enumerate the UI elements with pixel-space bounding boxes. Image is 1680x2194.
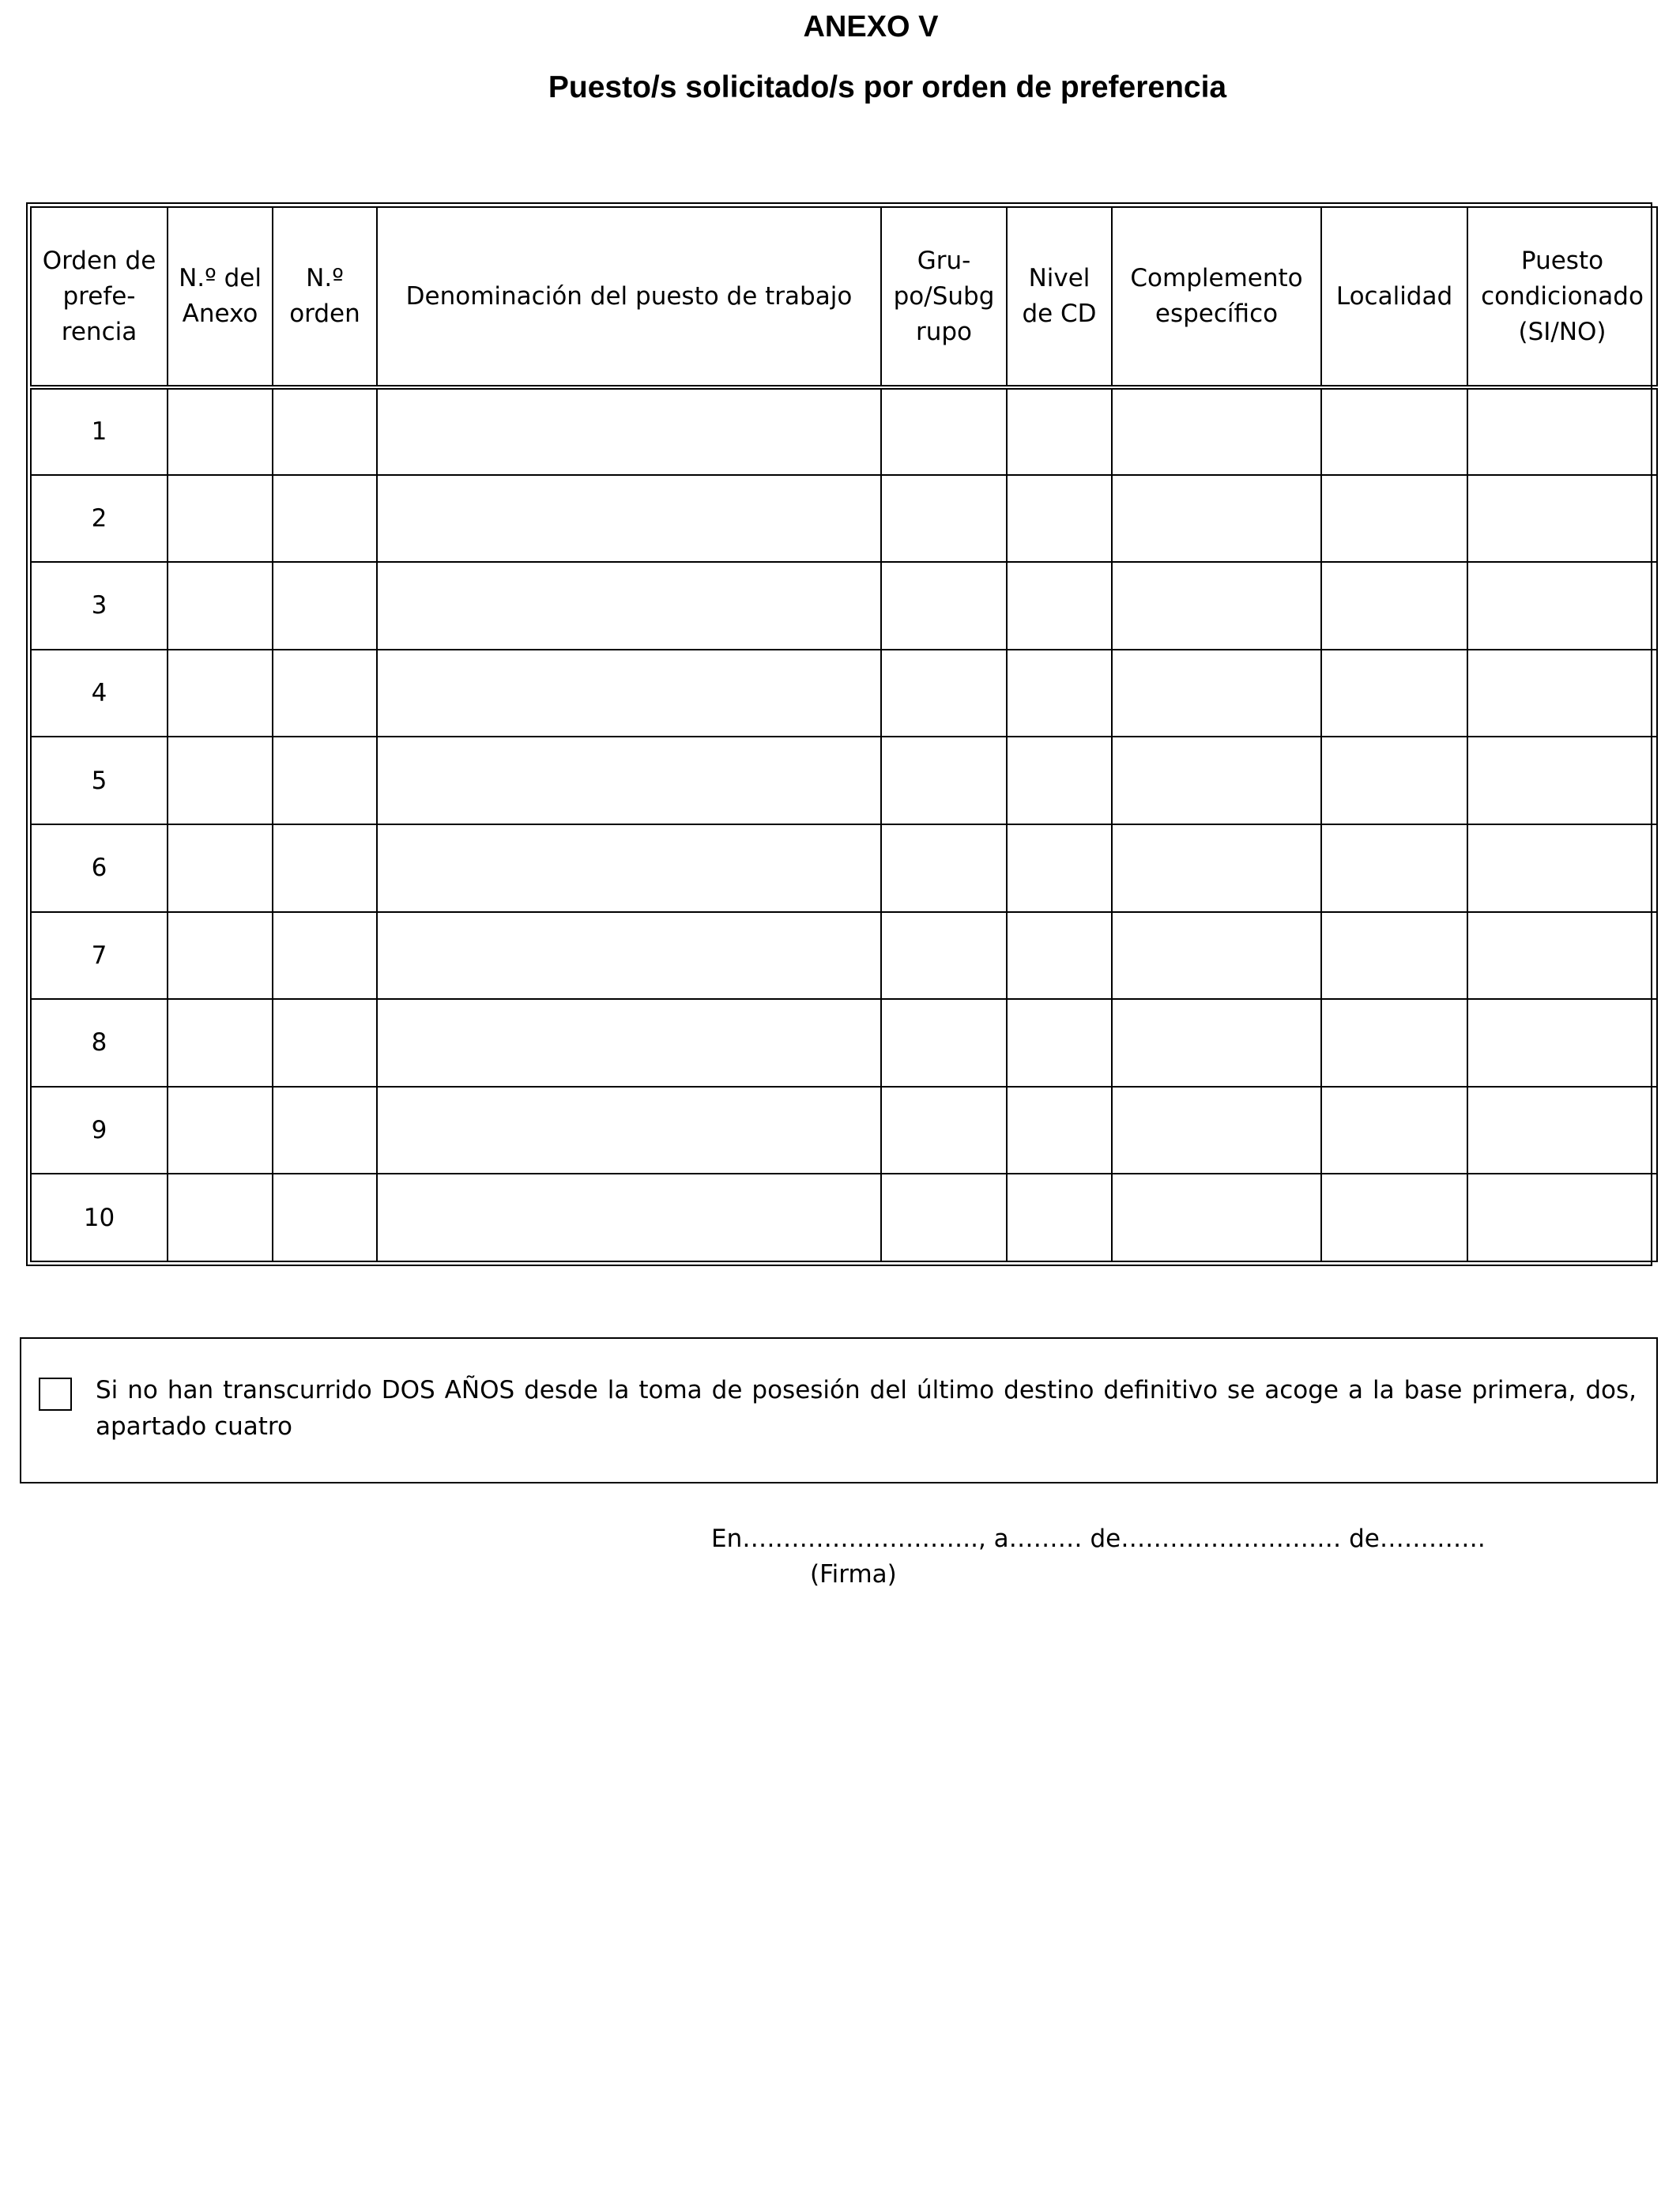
cell-numero-orden[interactable] <box>273 387 377 475</box>
header-puesto-condicionado: Puesto condicionado (SI/NO) <box>1467 207 1657 387</box>
cell-condicionado[interactable] <box>1467 999 1657 1087</box>
cell-complemento[interactable] <box>1112 562 1321 650</box>
table-header-row <box>31 207 1657 387</box>
cell-anexo[interactable] <box>168 387 273 475</box>
cell-condicionado[interactable] <box>1467 475 1657 563</box>
header-orden-preferencia: Orden de prefe- rencia <box>31 207 168 387</box>
cell-complemento[interactable] <box>1112 1087 1321 1174</box>
document-subtitle: Puesto/s solicitado/s por orden de preferencia <box>548 70 1227 104</box>
header-numero-anexo: N.º del Anexo <box>168 207 273 387</box>
preferences-table-frame <box>26 202 1652 1266</box>
cell-condicionado[interactable] <box>1467 824 1657 912</box>
cell-nivel-cd[interactable] <box>1007 475 1112 563</box>
header-localidad: Localidad <box>1321 207 1467 387</box>
table-row <box>31 1174 1657 1261</box>
header-numero-orden: N.º orden <box>273 207 377 387</box>
cell-complemento[interactable] <box>1112 387 1321 475</box>
cell-condicionado[interactable] <box>1467 1174 1657 1261</box>
cell-localidad[interactable] <box>1321 824 1467 912</box>
cell-nivel-cd[interactable] <box>1007 737 1112 824</box>
notice-box <box>20 1337 1658 1483</box>
cell-orden: 8 <box>31 999 168 1087</box>
cell-denominacion[interactable] <box>377 999 881 1087</box>
cell-localidad[interactable] <box>1321 1087 1467 1174</box>
cell-nivel-cd[interactable] <box>1007 1174 1112 1261</box>
cell-grupo[interactable] <box>881 737 1007 824</box>
cell-anexo[interactable] <box>168 1174 273 1261</box>
table-row <box>31 1087 1657 1174</box>
cell-denominacion[interactable] <box>377 387 881 475</box>
cell-complemento[interactable] <box>1112 1174 1321 1261</box>
cell-nivel-cd[interactable] <box>1007 999 1112 1087</box>
cell-complemento[interactable] <box>1112 912 1321 1000</box>
table-row <box>31 824 1657 912</box>
table-row <box>31 387 1657 475</box>
cell-orden: 10 <box>31 1174 168 1261</box>
cell-numero-orden[interactable] <box>273 1087 377 1174</box>
cell-grupo[interactable] <box>881 387 1007 475</box>
cell-numero-orden[interactable] <box>273 999 377 1087</box>
cell-localidad[interactable] <box>1321 387 1467 475</box>
cell-denominacion[interactable] <box>377 737 881 824</box>
cell-orden: 4 <box>31 650 168 737</box>
cell-anexo[interactable] <box>168 824 273 912</box>
cell-condicionado[interactable] <box>1467 1087 1657 1174</box>
cell-orden: 7 <box>31 912 168 1000</box>
cell-localidad[interactable] <box>1321 999 1467 1087</box>
cell-localidad[interactable] <box>1321 475 1467 563</box>
cell-orden: 6 <box>31 824 168 912</box>
cell-denominacion[interactable] <box>377 562 881 650</box>
header-nivel-cd: Nivel de CD <box>1007 207 1112 387</box>
cell-orden: 9 <box>31 1087 168 1174</box>
cell-complemento[interactable] <box>1112 824 1321 912</box>
cell-numero-orden[interactable] <box>273 912 377 1000</box>
document-title: ANEXO V <box>803 10 939 43</box>
cell-denominacion[interactable] <box>377 650 881 737</box>
header-grupo-subgrupo: Gru- po/Subg rupo <box>881 207 1007 387</box>
cell-grupo[interactable] <box>881 1087 1007 1174</box>
cell-grupo[interactable] <box>881 562 1007 650</box>
cell-anexo[interactable] <box>168 475 273 563</box>
table-row <box>31 475 1657 563</box>
cell-localidad[interactable] <box>1321 562 1467 650</box>
cell-nivel-cd[interactable] <box>1007 824 1112 912</box>
cell-nivel-cd[interactable] <box>1007 650 1112 737</box>
cell-anexo[interactable] <box>168 999 273 1087</box>
cell-anexo[interactable] <box>168 1087 273 1174</box>
cell-nivel-cd[interactable] <box>1007 912 1112 1000</box>
cell-complemento[interactable] <box>1112 737 1321 824</box>
two-years-checkbox[interactable] <box>39 1378 72 1411</box>
cell-condicionado[interactable] <box>1467 737 1657 824</box>
preferences-table <box>30 206 1658 1262</box>
cell-numero-orden[interactable] <box>273 562 377 650</box>
cell-condicionado[interactable] <box>1467 387 1657 475</box>
cell-localidad[interactable] <box>1321 1174 1467 1261</box>
cell-grupo[interactable] <box>881 912 1007 1000</box>
table-row <box>31 650 1657 737</box>
cell-denominacion[interactable] <box>377 1174 881 1261</box>
cell-denominacion[interactable] <box>377 475 881 563</box>
cell-orden: 5 <box>31 737 168 824</box>
cell-anexo[interactable] <box>168 737 273 824</box>
cell-anexo[interactable] <box>168 650 273 737</box>
cell-grupo[interactable] <box>881 1174 1007 1261</box>
cell-nivel-cd[interactable] <box>1007 562 1112 650</box>
table-row <box>31 737 1657 824</box>
cell-complemento[interactable] <box>1112 650 1321 737</box>
cell-denominacion[interactable] <box>377 912 881 1000</box>
cell-orden: 2 <box>31 475 168 563</box>
cell-denominacion[interactable] <box>377 824 881 912</box>
table-row <box>31 562 1657 650</box>
cell-grupo[interactable] <box>881 999 1007 1087</box>
cell-condicionado[interactable] <box>1467 562 1657 650</box>
cell-numero-orden[interactable] <box>273 475 377 563</box>
cell-condicionado[interactable] <box>1467 912 1657 1000</box>
signature-place-date: En……………………….., a……… de……………………… de…………. <box>711 1525 1486 1553</box>
cell-complemento[interactable] <box>1112 999 1321 1087</box>
table-row <box>31 912 1657 1000</box>
cell-localidad[interactable] <box>1321 737 1467 824</box>
cell-grupo[interactable] <box>881 475 1007 563</box>
cell-complemento[interactable] <box>1112 475 1321 563</box>
header-denominacion: Denominación del puesto de trabajo <box>377 207 881 387</box>
cell-orden: 3 <box>31 562 168 650</box>
cell-numero-orden[interactable] <box>273 824 377 912</box>
cell-nivel-cd[interactable] <box>1007 387 1112 475</box>
cell-nivel-cd[interactable] <box>1007 1087 1112 1174</box>
table-row <box>31 999 1657 1087</box>
cell-localidad[interactable] <box>1321 650 1467 737</box>
cell-grupo[interactable] <box>881 650 1007 737</box>
cell-orden: 1 <box>31 387 168 475</box>
cell-numero-orden[interactable] <box>273 737 377 824</box>
cell-denominacion[interactable] <box>377 1087 881 1174</box>
notice-text: Si no han transcurrido DOS AÑOS desde la toma de posesión del último destino definitivo se acoge a la base primera, dos, apartado cuatro <box>96 1376 1637 1441</box>
signature-label: (Firma) <box>810 1560 897 1589</box>
cell-localidad[interactable] <box>1321 912 1467 1000</box>
cell-numero-orden[interactable] <box>273 650 377 737</box>
cell-condicionado[interactable] <box>1467 650 1657 737</box>
cell-numero-orden[interactable] <box>273 1174 377 1261</box>
cell-anexo[interactable] <box>168 562 273 650</box>
cell-grupo[interactable] <box>881 824 1007 912</box>
header-complemento-especifico: Complemento específico <box>1112 207 1321 387</box>
cell-anexo[interactable] <box>168 912 273 1000</box>
